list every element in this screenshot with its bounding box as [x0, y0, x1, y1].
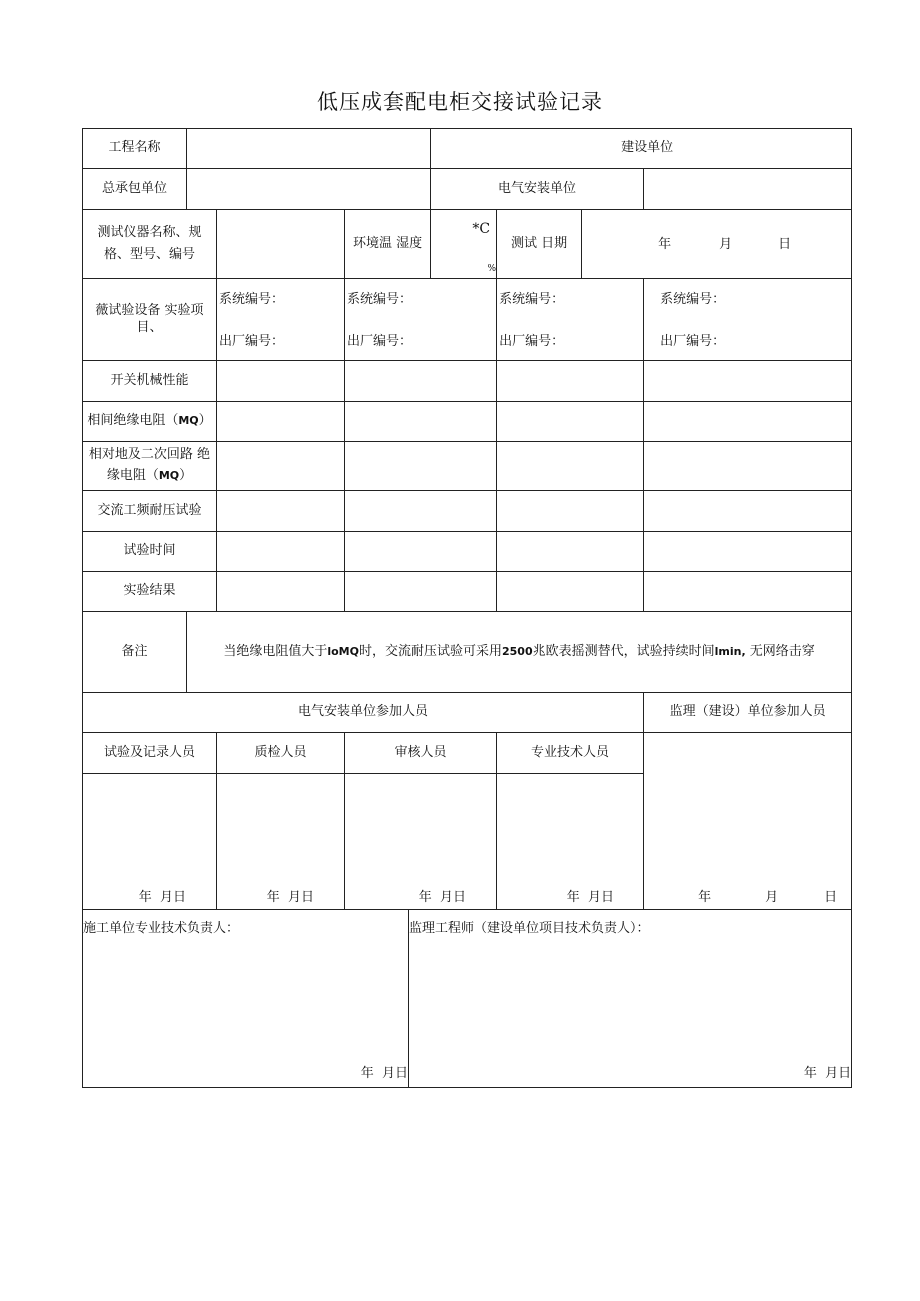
item-test-time-device-2[interactable] — [345, 532, 497, 572]
item-mechanical-device-3[interactable] — [497, 361, 644, 402]
date-day: 日 — [778, 237, 792, 252]
role-quality: 质检人员 — [217, 733, 345, 774]
construction-lead-cell[interactable] — [83, 910, 409, 1088]
item-ac-withstand: 交流工频耐压试验 — [83, 491, 217, 532]
page-title: 低压成套配电柜交接试验记录 — [317, 90, 603, 114]
device-3-cell[interactable] — [497, 279, 644, 361]
sup-date-month: 月 — [765, 889, 779, 905]
role-reviewer: 审核人员 — [345, 733, 497, 774]
device-4-system-no: 系统编号： — [660, 292, 726, 307]
date-year: 年 — [658, 237, 672, 252]
instrument-label: 测试仪器名称、规格、型号、编号 — [83, 210, 217, 279]
test-device-label: 薇试验设备 实验项目、 — [83, 279, 217, 361]
item-ac-withstand-device-3[interactable] — [497, 491, 644, 532]
item-result-device-3[interactable] — [497, 572, 644, 612]
general-contractor-label: 总承包单位 — [83, 169, 187, 210]
role-technical: 专业技术人员 — [497, 733, 644, 774]
test-date-field[interactable] — [582, 210, 852, 279]
supervision-participants-title: 监理（建设）单位参加人员 — [644, 693, 852, 733]
tester-sign-cell[interactable]: 年 月日 — [83, 774, 217, 910]
build-unit-label: 建设单位 — [431, 129, 852, 169]
role-tester: 试验及记录人员 — [83, 733, 217, 774]
item-phase-insulation-device-4[interactable] — [644, 402, 852, 442]
device-2-factory-no: 出厂编号： — [347, 334, 413, 349]
electrical-participants-title: 电气安装单位参加人员 — [83, 693, 644, 733]
humidity-unit: % — [487, 264, 497, 274]
construction-lead-date: 年 月日 — [360, 1065, 408, 1081]
item-test-time-device-4[interactable] — [644, 532, 852, 572]
device-1-system-no: 系统编号： — [219, 292, 285, 307]
construction-lead-label: 施工单位专业技术负责人： — [83, 921, 240, 936]
item-result-device-4[interactable] — [644, 572, 852, 612]
item-mechanical: 开关机械性能 — [83, 361, 217, 402]
electrical-unit-field[interactable] — [644, 169, 852, 210]
general-contractor-field[interactable] — [187, 169, 431, 210]
item-mechanical-device-1[interactable] — [217, 361, 345, 402]
remark-label: 备注 — [83, 612, 187, 693]
supervisor-date: 年 月日 — [803, 1065, 852, 1081]
item-mechanical-device-2[interactable] — [345, 361, 497, 402]
technical-sign-cell[interactable]: 年 月日 — [497, 774, 644, 910]
item-test-time-device-1[interactable] — [217, 532, 345, 572]
project-name-field[interactable] — [187, 129, 431, 169]
item-ground-insulation-device-3[interactable] — [497, 442, 644, 491]
item-mechanical-device-4[interactable] — [644, 361, 852, 402]
item-ac-withstand-device-2[interactable] — [345, 491, 497, 532]
item-ground-insulation-device-4[interactable] — [644, 442, 852, 491]
test-record-table — [82, 128, 852, 1088]
device-1-factory-no: 出厂编号： — [219, 334, 285, 349]
item-phase-insulation-device-3[interactable] — [497, 402, 644, 442]
sup-date-day: 日 — [824, 889, 838, 905]
remark-text: 当绝缘电阻值大于loMQ时，交流耐压试验可采用2500兆欧表摇测替代，试验持续时间lmin, 无网络击穿 — [187, 612, 852, 693]
device-2-system-no: 系统编号： — [347, 292, 413, 307]
item-ac-withstand-device-4[interactable] — [644, 491, 852, 532]
test-date-label: 测试 日期 — [497, 210, 582, 279]
temperature-unit: *C — [472, 221, 491, 237]
quality-sign-cell[interactable]: 年 月日 — [217, 774, 345, 910]
item-test-time-device-3[interactable] — [497, 532, 644, 572]
item-phase-insulation-device-1[interactable] — [217, 402, 345, 442]
item-ground-insulation-device-1[interactable] — [217, 442, 345, 491]
sup-date-year: 年 — [698, 889, 712, 905]
item-ac-withstand-device-1[interactable] — [217, 491, 345, 532]
environment-label: 环境温 湿度 — [345, 210, 431, 279]
device-4-factory-no: 出厂编号： — [660, 334, 726, 349]
item-ground-insulation-device-2[interactable] — [345, 442, 497, 491]
item-result: 实验结果 — [83, 572, 217, 612]
item-result-device-1[interactable] — [217, 572, 345, 612]
device-4-cell[interactable] — [644, 279, 852, 361]
device-3-factory-no: 出厂编号： — [499, 334, 565, 349]
item-ground-insulation: 相对地及二次回路 绝缘电阻（MQ） — [83, 442, 217, 491]
device-3-system-no: 系统编号： — [499, 292, 565, 307]
item-test-time: 试验时间 — [83, 532, 217, 572]
item-phase-insulation-device-2[interactable] — [345, 402, 497, 442]
instrument-field[interactable] — [217, 210, 345, 279]
device-1-cell[interactable] — [217, 279, 345, 361]
electrical-unit-label: 电气安装单位 — [431, 169, 644, 210]
date-month: 月 — [719, 237, 733, 252]
project-name-label: 工程名称 — [83, 129, 187, 169]
item-phase-insulation: 相间绝缘电阻（MQ） — [83, 402, 217, 442]
supervisor-cell[interactable] — [409, 910, 852, 1088]
reviewer-sign-cell[interactable]: 年 月日 — [345, 774, 497, 910]
supervision-sign-cell[interactable] — [644, 733, 852, 910]
supervisor-label: 监理工程师（建设单位项目技术负责人）： — [409, 921, 650, 936]
device-2-cell[interactable] — [345, 279, 497, 361]
item-result-device-2[interactable] — [345, 572, 497, 612]
